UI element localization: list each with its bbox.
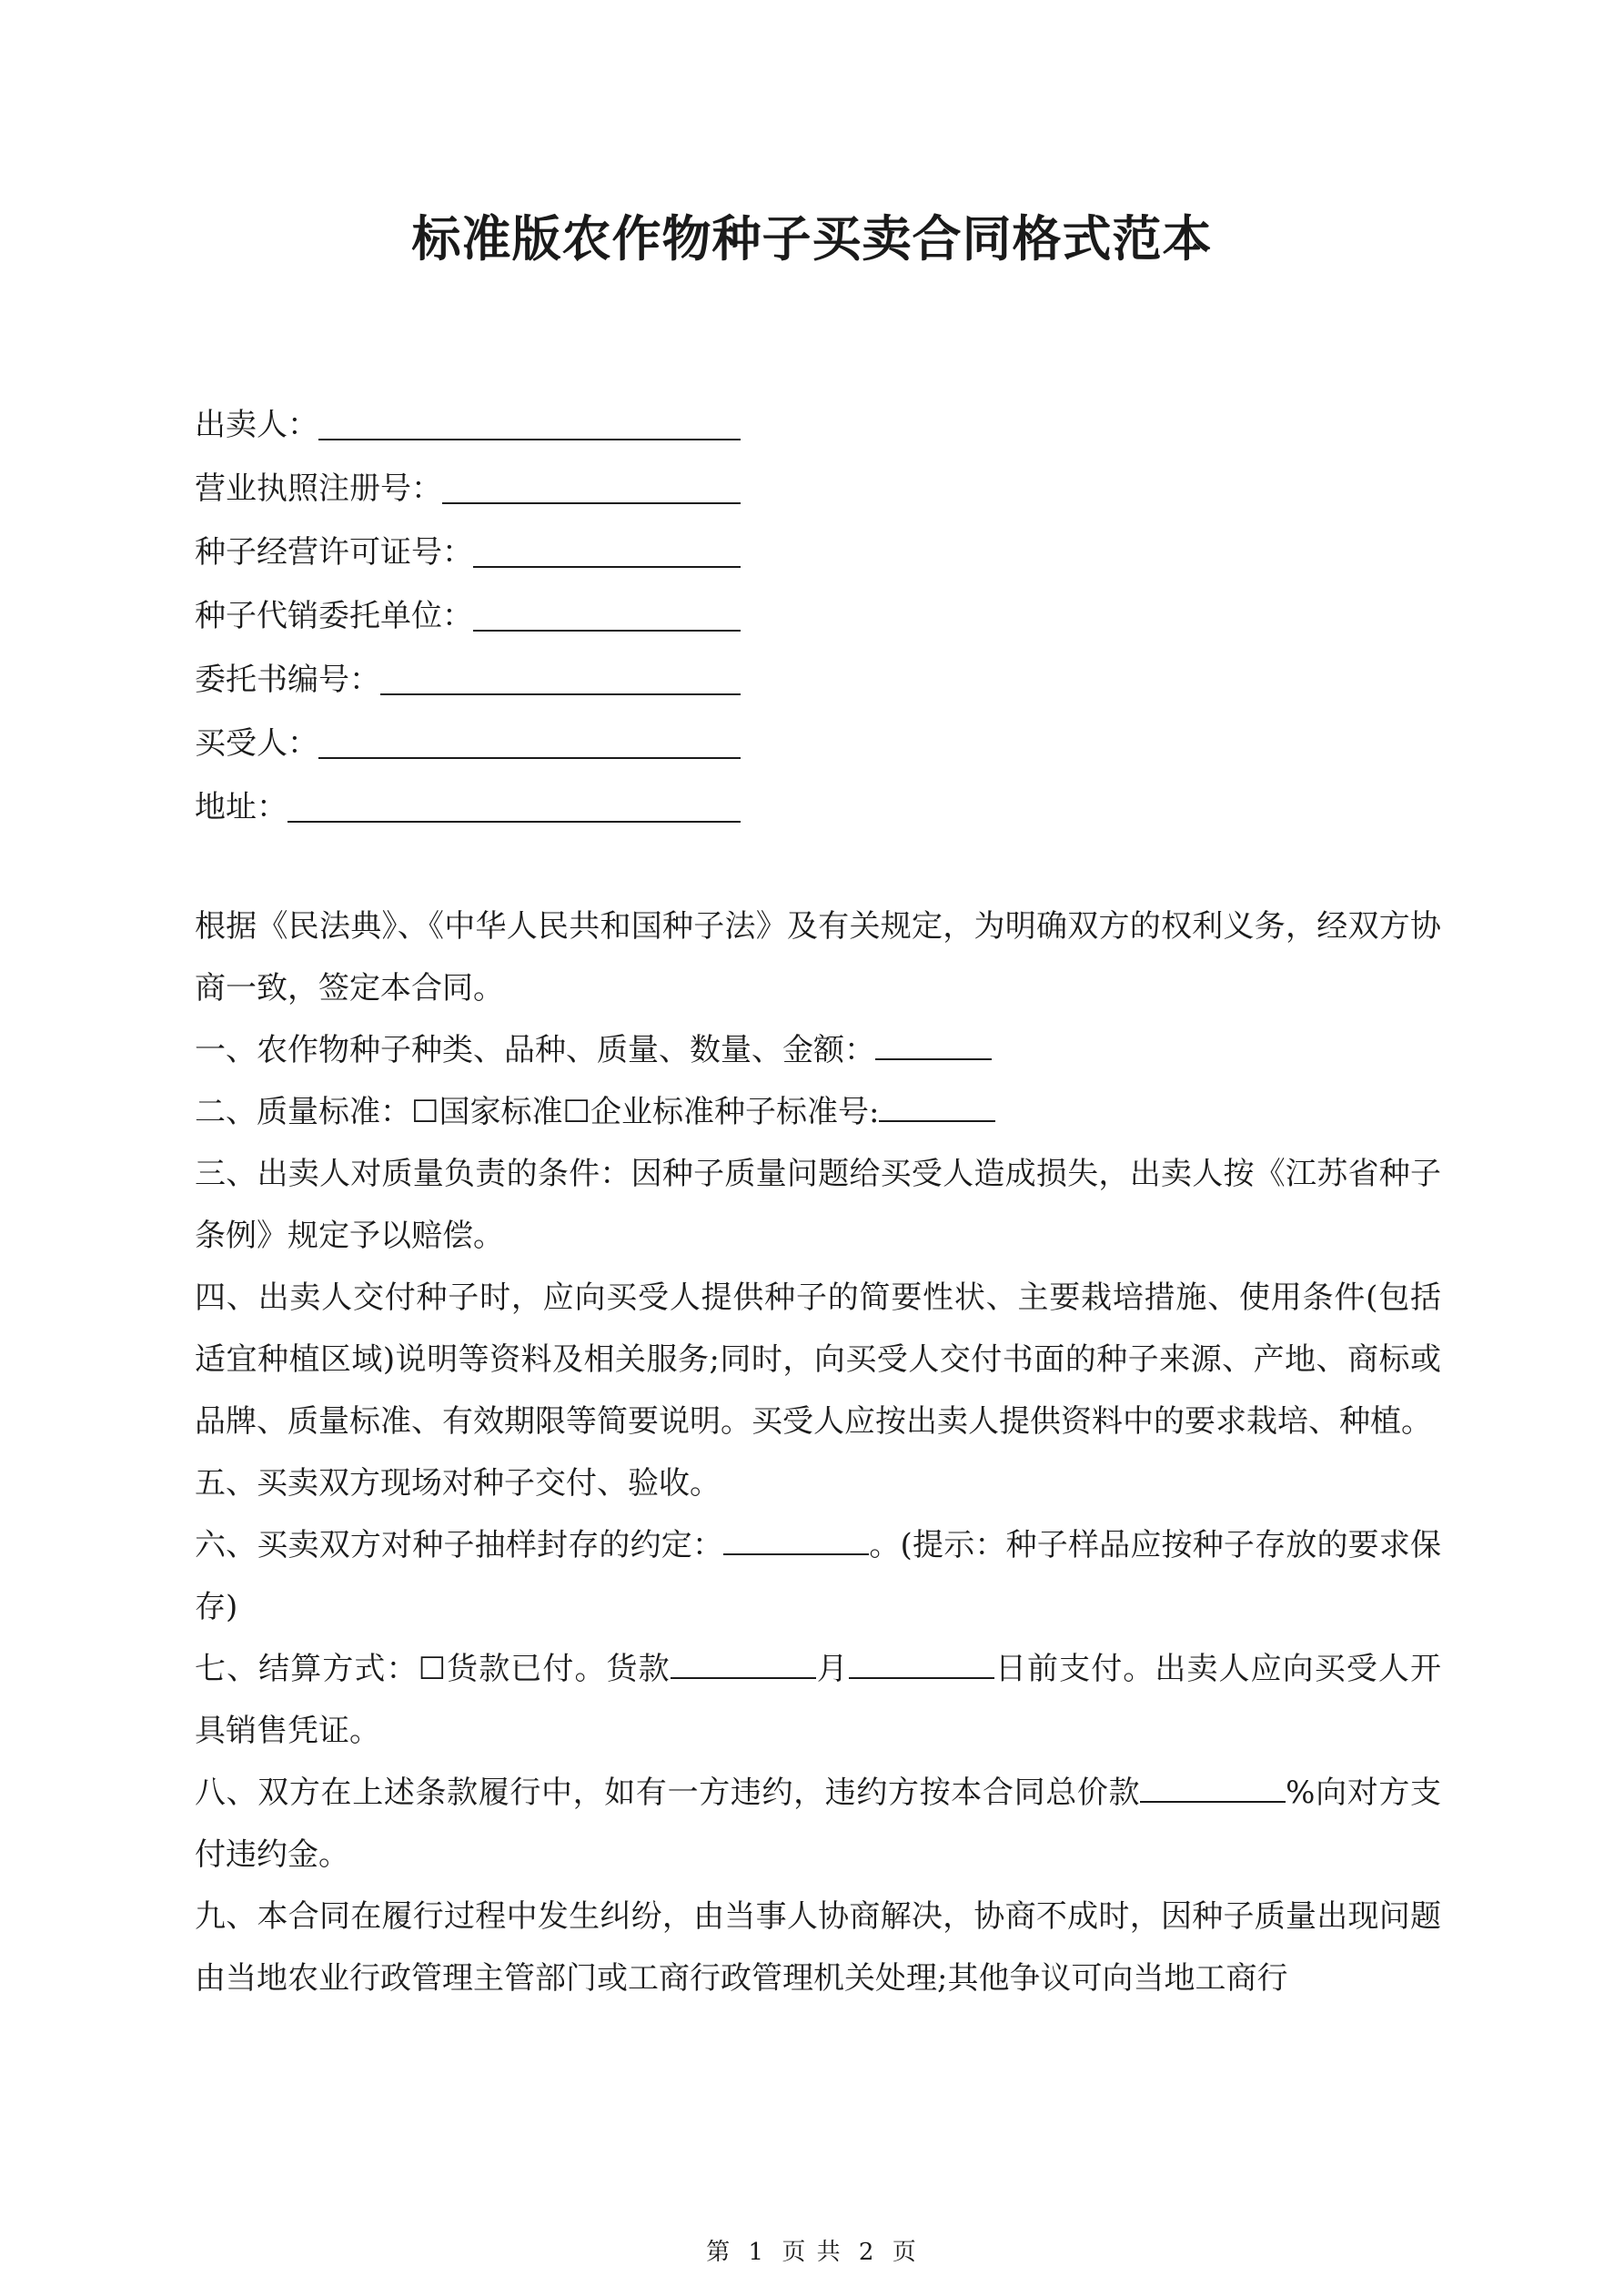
clause-1 — [195, 1019, 1441, 1081]
clause-6-text-a: 六、买卖双方对种子抽样封存的约定： — [195, 1527, 724, 1563]
clause-7-text-c: 日前支付。出卖人应向买受人开具销售凭证。 — [195, 1651, 1442, 1749]
clause-1-blank — [875, 1027, 992, 1060]
page-title: 标准版农作物种子买卖合同格式范本 — [411, 209, 1213, 268]
consignment-unit-blank — [473, 597, 741, 632]
clause-7-text-a: 七、结算方式：☐货款已付。货款 — [195, 1651, 671, 1687]
clause-7 — [195, 1638, 1441, 1762]
clause-6 — [195, 1514, 1441, 1638]
seed-permit-blank — [473, 533, 741, 568]
license-number-line — [195, 448, 741, 511]
clause-7-text-b: 月 — [815, 1651, 849, 1687]
clause-9: 九、本合同在履行过程中发生纠纷，由当事人协商解决，协商不成时，因种子质量出现问题由当地农业行政管理主管部门或工商行政管理机关处理;其他争议可向当地工商行 — [195, 1898, 1441, 1997]
clause-8-percent-blank — [1140, 1770, 1286, 1803]
clause-3: 三、出卖人对质量负责的条件：因种子质量问题给买受人造成损失，出卖人按《江苏省种子条例》规定予以赔偿。 — [195, 1156, 1441, 1254]
buyer-blank — [318, 724, 741, 759]
consignment-unit-line — [195, 575, 741, 639]
seed-permit-line — [195, 511, 741, 575]
seller-line — [195, 384, 741, 448]
clause-5: 五、买卖双方现场对种子交付、验收。 — [195, 1465, 721, 1502]
contract-body — [195, 895, 1441, 2009]
clause-8-text-a: 八、双方在上述条款履行中，如有一方违约，违约方按本合同总价款 — [195, 1775, 1141, 1811]
footer-page-total: 2 — [858, 2239, 876, 2266]
clause-8-text-b: %向对方支付违约金。 — [195, 1775, 1441, 1873]
seller-blank — [318, 406, 741, 440]
party-info-block — [195, 384, 741, 830]
clause-8 — [195, 1762, 1441, 1886]
license-number-label: 营业执照注册号： — [195, 470, 442, 507]
authorization-number-label: 委托书编号： — [195, 662, 380, 698]
seller-label: 出卖人： — [195, 407, 318, 443]
footer-page-mid: 页 共 — [782, 2239, 842, 2266]
authorization-number-line — [195, 639, 741, 703]
clause-4: 四、出卖人交付种子时，应向买受人提供种子的简要性状、主要栽培措施、使用条件(包括适宜种植区域)说明等资料及相关服务;同时，向买受人交付书面的种子来源、产地、商标或品牌、质量标准、有效期限等简要说明。买受人应按出卖人提供资料中的要求栽培、种植。 — [195, 1279, 1441, 1440]
consignment-unit-label: 种子代销委托单位： — [195, 598, 473, 634]
clause-2-text: 二、质量标准：☐国家标准☐企业标准种子标准号: — [195, 1094, 880, 1130]
buyer-line — [195, 703, 741, 766]
address-line — [195, 766, 741, 830]
clause-6-text-b: 。(提示：种子样品应按种子存放的要求保存) — [195, 1527, 1442, 1625]
buyer-label: 买受人： — [195, 725, 318, 762]
clause-6-blank — [723, 1522, 869, 1555]
intro-paragraph: 根据《民法典》、《中华人民共和国种子法》及有关规定，为明确双方的权利义务，经双方协商一致，签定本合同。 — [195, 908, 1441, 1006]
clause-2-blank — [879, 1089, 995, 1122]
license-number-blank — [442, 470, 741, 504]
address-label: 地址： — [195, 789, 287, 825]
footer-page-current: 1 — [748, 2239, 766, 2266]
page-footer — [0, 2234, 1624, 2271]
footer-page-suffix: 页 — [892, 2239, 918, 2266]
clause-7-day-blank — [849, 1646, 994, 1679]
seed-permit-label: 种子经营许可证号： — [195, 534, 473, 571]
clause-7-month-blank — [671, 1646, 816, 1679]
authorization-number-blank — [380, 661, 741, 695]
footer-page-prefix: 第 — [706, 2239, 732, 2266]
clause-1-text: 一、农作物种子种类、品种、质量、数量、金额： — [195, 1032, 875, 1068]
clause-2 — [195, 1081, 1441, 1143]
address-blank — [287, 788, 741, 823]
